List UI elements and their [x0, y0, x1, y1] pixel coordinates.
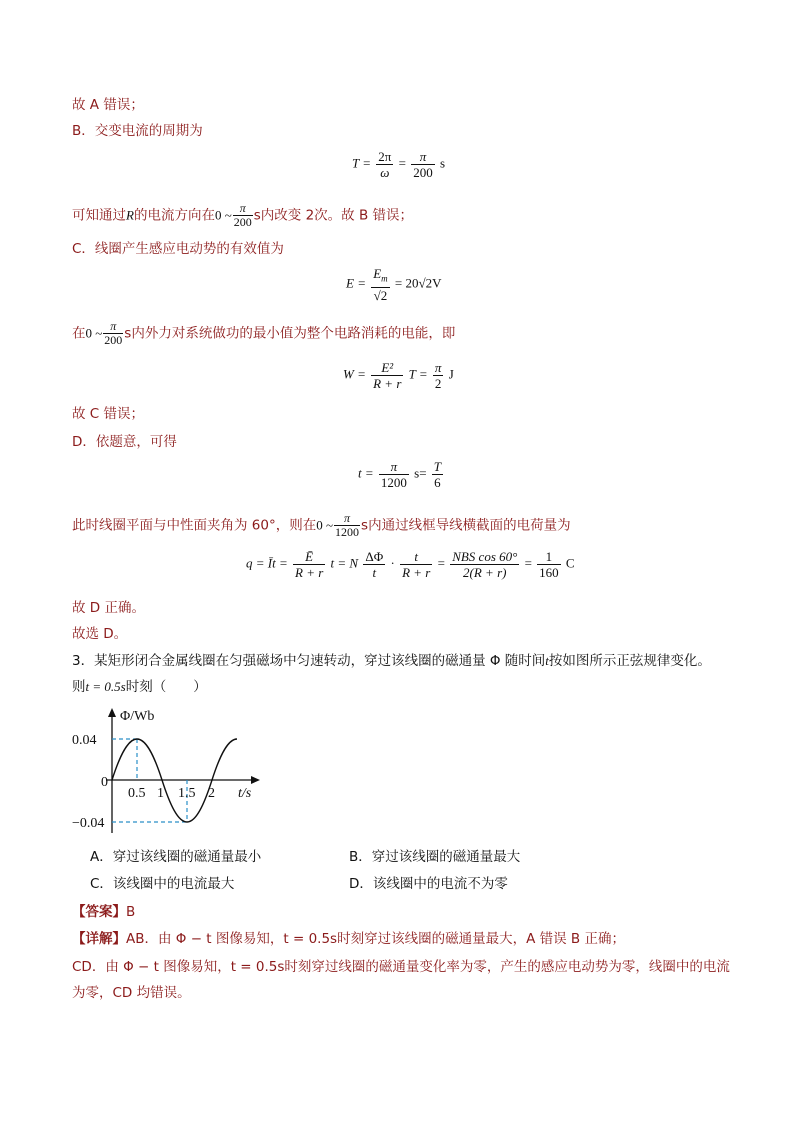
eq-period-frac2-num: π — [411, 149, 435, 165]
eq-charge-eq1: = — [437, 555, 445, 571]
eq-period-frac1-num: 2π — [378, 149, 392, 164]
eq-time-frac2-den: 6 — [434, 475, 441, 490]
answer-label: 【答案】 — [72, 904, 126, 920]
text-b-direction-part3: s内改变 2次。故 B 错误； — [253, 207, 414, 224]
eq-work-frac1-num: E² — [371, 360, 403, 376]
eq-charge-frac1-num: Ē — [293, 549, 325, 565]
eq-charge-dot: · — [390, 555, 395, 571]
range3-frac-den: 1200 — [335, 525, 360, 539]
y-tick-top: 0.04 — [72, 733, 97, 748]
eq-work-frac2-num: π — [434, 360, 442, 375]
question-3-time: t = 0.5s — [85, 679, 126, 694]
option-b: B．穿过该线圈的磁通量最大 — [349, 849, 521, 865]
eq-charge-frac2 — [363, 549, 385, 580]
x-axis-arrow — [251, 776, 260, 784]
eq-time-lhs: t = — [358, 465, 374, 481]
y-tick-zero: 0 — [101, 775, 108, 790]
eq-charge-frac3-den: R + r — [402, 565, 431, 580]
option-c: C．该线圈中的电流最大 — [90, 876, 235, 892]
eq-charge-frac2-num: ΔΦ — [365, 549, 384, 564]
range1-frac-den: 200 — [233, 215, 252, 229]
eq-work-lhs: W = — [343, 366, 366, 382]
eq-work-frac1 — [371, 360, 403, 391]
eq-time-frac2-num: T — [433, 459, 442, 474]
eq-work-frac1-den: R + r — [373, 376, 402, 391]
text-line-d-correct: 故 D 正确。 — [72, 600, 145, 616]
x-axis-label: t/s — [238, 786, 252, 801]
eq-charge-frac5 — [537, 549, 561, 580]
flux-sine-graph — [72, 700, 272, 840]
question-3-then: 则 — [72, 679, 86, 695]
range3-frac — [334, 512, 360, 539]
text-line-b-direction — [72, 202, 413, 229]
x-tick-1: 1 — [157, 786, 164, 801]
y-axis-label: Φ/Wb — [120, 709, 155, 724]
range1-prefix: 0 ~ — [214, 207, 232, 223]
eq-period-frac1-den: ω — [380, 165, 390, 180]
eq-charge-frac1 — [293, 549, 325, 580]
text-d-angle-part2: s内通过线框导线横截面的电荷量为 — [361, 517, 571, 534]
explanation-cd-line2: 为零，CD 均错误。 — [72, 985, 191, 1001]
question-3-part2: 按如图所示正弦规律变化。 — [548, 653, 711, 669]
equation-time — [358, 459, 445, 490]
eq-charge-frac4-num: NBS cos 60° — [452, 549, 518, 564]
question-3-stem — [72, 651, 711, 671]
range2-prefix: 0 ~ — [85, 325, 103, 341]
eq-time-frac1-num: π — [379, 459, 409, 475]
explanation-ab-line — [72, 929, 625, 949]
range1-frac-num: π — [233, 202, 253, 216]
eq-time-frac1 — [379, 459, 409, 490]
eq-period-unit: s — [439, 155, 446, 171]
text-line-a-wrong: 故 A 错误； — [72, 97, 144, 113]
y-tick-bottom: −0.04 — [72, 816, 105, 831]
eq-emf-num-e: E — [373, 266, 382, 281]
text-line-d-angle — [72, 512, 571, 539]
explanation-ab-text: AB．由 Φ − t 图像易知，t = 0.5s时刻穿过该线圈的磁通量最大，A 错误 B 正确； — [126, 931, 625, 947]
explanation-cd-line1: CD．由 Φ − t 图像易知，t = 0.5s时刻穿过线圈的磁通量变化率为零，产生的感应电动势为零，线圈中的电流 — [72, 959, 730, 975]
equation-work — [343, 360, 454, 391]
eq-charge-eq2: = — [524, 555, 532, 571]
eq-time-frac1-den: 1200 — [380, 475, 407, 490]
eq-emf-frac-num — [371, 266, 389, 288]
eq-emf-frac — [371, 266, 389, 303]
text-line-c-effective: C．线圈产生感应电动势的有效值为 — [72, 241, 284, 257]
range3-prefix: 0 ~ — [316, 517, 334, 533]
range1-frac — [233, 202, 253, 229]
eq-emf-frac-den: √2 — [373, 287, 388, 303]
question-3-t: t — [545, 653, 549, 668]
x-tick-2: 2 — [208, 786, 215, 801]
range2-frac — [103, 320, 123, 347]
explanation-label: 【详解】 — [72, 931, 126, 947]
text-b-direction-part2: 的电流方向在 — [133, 207, 215, 224]
eq-period-lhs: T = — [352, 155, 372, 171]
eq-emf-rhs: = 20√2V — [394, 275, 442, 291]
eq-period-equals: = — [398, 155, 406, 171]
eq-charge-frac1-den: R + r — [295, 565, 324, 580]
text-line-d-given: D．依题意，可得 — [72, 434, 177, 450]
option-d: D．该线圈中的电流不为零 — [349, 876, 508, 892]
text-c-work-part1: 在 — [72, 325, 86, 342]
eq-charge-frac3-num: t — [400, 549, 432, 565]
question-3-paren: 时刻（ ） — [125, 679, 207, 695]
eq-charge-lhs: q = Īt = — [246, 555, 288, 571]
eq-work-mid: T = — [408, 366, 428, 382]
text-b-direction-part1: 可知通过 — [72, 207, 126, 224]
eq-charge-m1: t = N — [330, 555, 359, 571]
range3-frac-num: π — [334, 512, 360, 526]
eq-time-frac2 — [432, 459, 443, 490]
eq-emf-lhs: E = — [346, 275, 366, 291]
text-line-b-period: B．交变电流的周期为 — [72, 123, 203, 139]
question-3-part1: 3．某矩形闭合金属线圈在匀强磁场中匀速转动，穿过该线圈的磁通量 Φ 随时间 — [72, 653, 546, 669]
eq-charge-frac4-den: 2(R + r) — [463, 565, 507, 580]
eq-charge-unit: C — [565, 555, 575, 571]
text-c-work-part2: s内外力对系统做功的最小值为整个电路消耗的电能，即 — [124, 325, 456, 342]
x-tick-0-5: 0.5 — [128, 786, 146, 801]
text-line-c-work — [72, 320, 455, 347]
eq-charge-frac5-den: 160 — [539, 565, 559, 580]
equation-period — [352, 149, 445, 180]
eq-time-mid: s= — [414, 465, 427, 481]
eq-charge-frac4 — [450, 549, 519, 580]
answer-line — [72, 902, 135, 922]
eq-charge-frac3 — [400, 549, 432, 580]
eq-work-frac2 — [433, 360, 444, 391]
text-line-c-wrong: 故 C 错误； — [72, 406, 145, 422]
answer-value: B — [126, 904, 136, 920]
text-line-choose-d: 故选 D。 — [72, 626, 128, 642]
eq-work-unit: J — [448, 366, 454, 382]
eq-period-frac2-den: 200 — [413, 165, 433, 180]
eq-emf-num-sub: m — [381, 273, 388, 284]
eq-charge-frac2-den: t — [372, 565, 377, 580]
text-d-angle-part1: 此时线圈平面与中性面夹角为 60°，则在 — [72, 517, 317, 534]
option-a: A．穿过该线圈的磁通量最小 — [90, 849, 262, 865]
range2-frac-den: 200 — [104, 333, 123, 347]
eq-work-frac2-den: 2 — [434, 376, 442, 391]
text-b-direction-r: R — [126, 207, 134, 223]
eq-period-frac1 — [376, 149, 393, 180]
eq-charge-frac5-num: 1 — [537, 549, 561, 565]
equation-charge — [246, 549, 575, 580]
y-axis-arrow — [108, 708, 116, 717]
x-tick-1-5: 1.5 — [178, 786, 196, 801]
range2-frac-num: π — [103, 320, 123, 334]
equation-emf — [346, 266, 442, 303]
question-3-stem-line2 — [72, 677, 207, 697]
eq-period-frac2 — [411, 149, 435, 180]
